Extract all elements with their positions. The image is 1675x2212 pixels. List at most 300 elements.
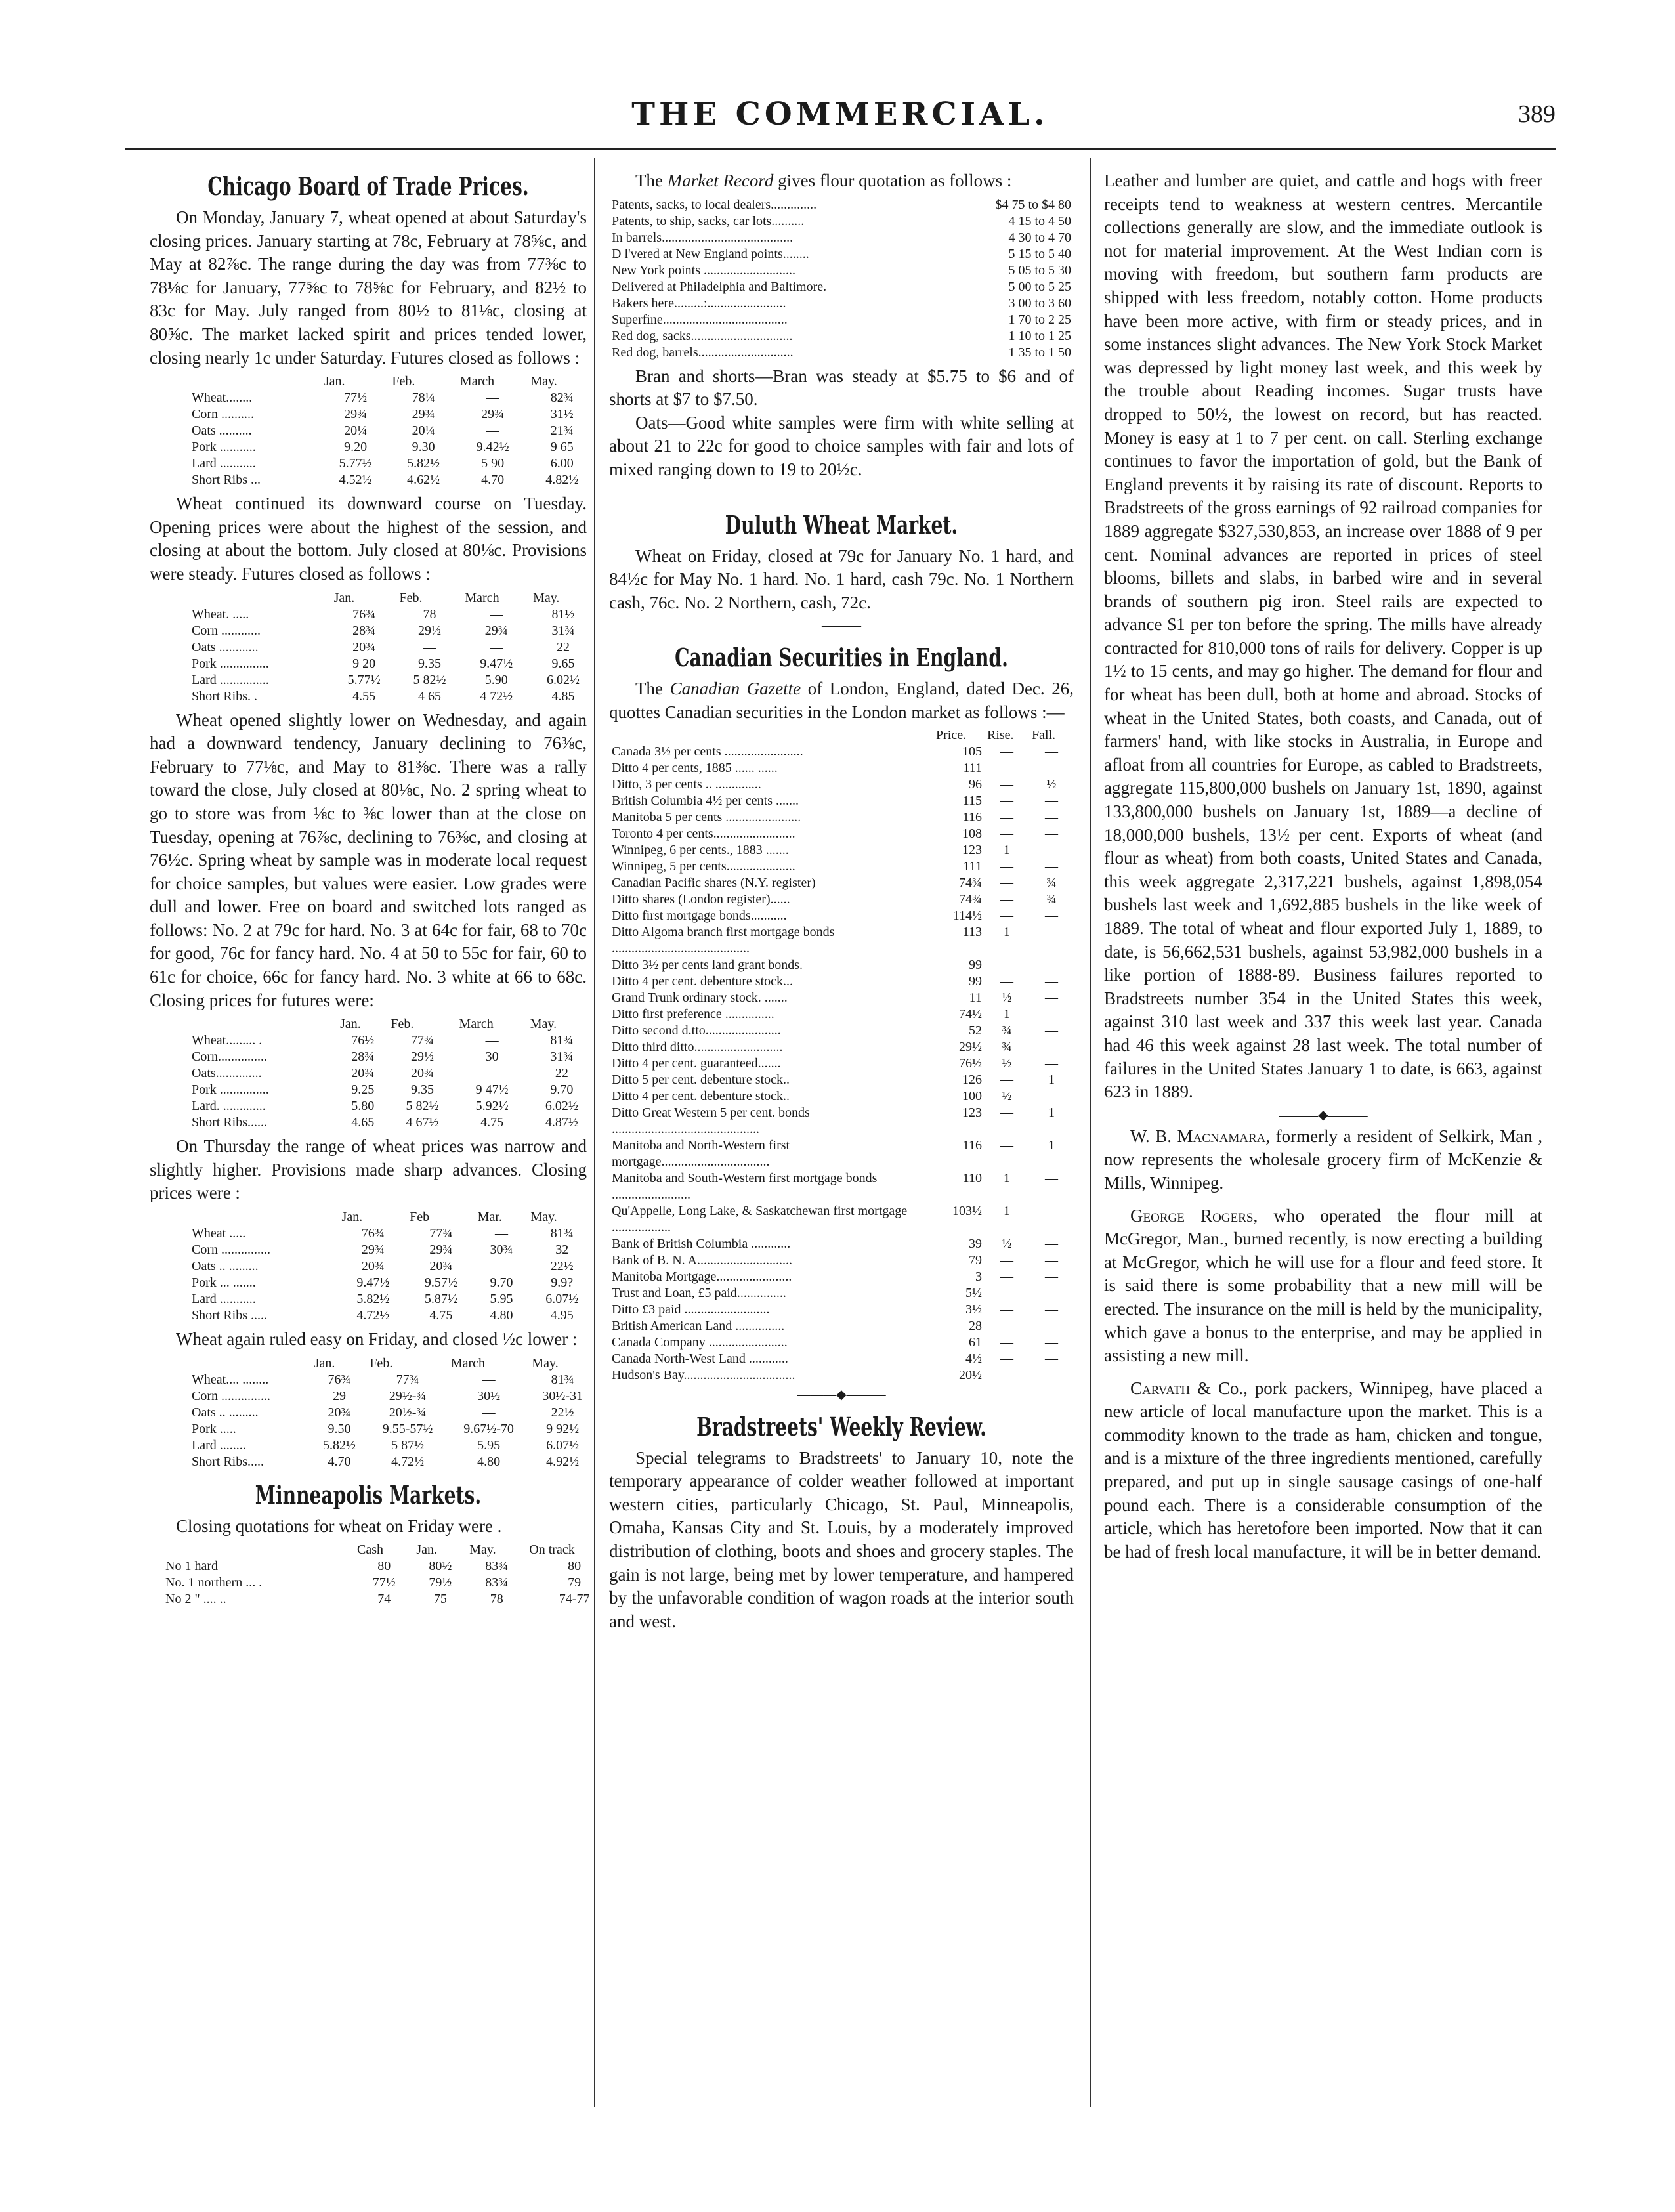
cell-value: 5.87½ [424, 1292, 457, 1307]
row-label: Oats ............ [192, 639, 259, 654]
canadian-intro: The [635, 679, 670, 699]
cell-value: 9.70 [490, 1275, 513, 1290]
futures-table-friday [189, 1355, 596, 1470]
security-price: 123 [962, 842, 982, 857]
security-name: Ditto 4 per cent. debenture stock.. [612, 1088, 790, 1103]
futures-table-wednesday [189, 1016, 596, 1131]
chicago-thursday-text: On Thursday the range of wheat prices was narrow and slightly higher. Provisions made sharp advances. Closing prices were : [150, 1136, 587, 1203]
column-rule-2 [1090, 158, 1091, 2107]
table-row [609, 1072, 1074, 1088]
carvath-text: & Co., pork packers, Winnipeg, have placed a new article of local manufacture upon the market. This is a commodity known to the trade as ham, chicken and tongue, and is a mixture of the three ingredients mentioned, carefully prepared, and put up in single sausage casings of one-half pound each. There is a considerable consumption of the article, which has heretofore been imported. Now that it can be had of fresh local manufacture, it will be in better demand. [1104, 1378, 1542, 1562]
table-row [163, 1591, 622, 1607]
column-header: Jan. [314, 1355, 335, 1371]
security-price: 113 [962, 924, 982, 939]
cell-value: 5.92½ [475, 1099, 509, 1114]
security-fall: — [1045, 744, 1058, 759]
table-header-row [189, 590, 596, 606]
market-record-italic: Market Record [667, 171, 774, 190]
cell-value: 5.82½ [323, 1437, 356, 1453]
cell-value: 29½-¾ [389, 1388, 427, 1403]
futures-table-monday [189, 373, 596, 488]
column-header: May. [530, 1210, 557, 1225]
security-rise: ½ [1002, 1236, 1012, 1251]
table-row [609, 809, 1074, 826]
table-row [189, 1082, 596, 1098]
column-header: Jan. [341, 1210, 363, 1225]
cell-value: 22½ [550, 1259, 574, 1274]
cell-value: 5 82½ [406, 1099, 439, 1114]
security-name: Bank of B. N. A............................. [612, 1252, 792, 1267]
security-name: British American Land ............... [612, 1318, 785, 1333]
table-row [189, 472, 596, 488]
table-row [189, 1275, 596, 1291]
column-header: Jan. [416, 1542, 438, 1558]
cell-value: 32 [555, 1243, 569, 1258]
cell-value: 20¾ [328, 1405, 351, 1420]
cell-value: 20¾ [429, 1259, 453, 1274]
cell-value: 77¾ [396, 1372, 419, 1387]
security-fall: ¾ [1046, 875, 1057, 890]
cell-value: 6.00 [550, 456, 574, 471]
table-header-row [189, 373, 596, 390]
row-label: Oats .. ......... [192, 1259, 259, 1274]
table-row [609, 1236, 1074, 1252]
table-row [609, 1252, 1074, 1269]
security-rise: — [1000, 908, 1013, 923]
security-price: 115 [962, 793, 982, 808]
security-rise: ½ [1002, 1088, 1012, 1103]
price-range: 5 05 to 5 30 [1008, 263, 1071, 278]
table-row [189, 1291, 596, 1308]
table-row [163, 1575, 622, 1591]
column-header: Feb. [392, 374, 415, 389]
cell-value: 74-77 [559, 1592, 590, 1607]
table-row [189, 656, 596, 672]
cell-value: — [490, 639, 503, 654]
table-row [609, 1039, 1074, 1055]
security-name: Ditto 3½ per cents land grant bonds. [612, 957, 803, 972]
cell-value: 83¾ [485, 1575, 509, 1590]
security-name: British Columbia 4½ per cents ....... [612, 793, 799, 808]
cell-value: 76¾ [328, 1372, 351, 1387]
cell-value: 9.35 [417, 656, 441, 671]
cell-value: 4.85 [551, 689, 575, 704]
row-label: Wheat. ..... [192, 606, 249, 622]
table-row [189, 1421, 596, 1437]
security-price: 39 [969, 1236, 982, 1251]
newspaper-title: THE COMMERCIAL. [631, 96, 1049, 133]
cell-value: 31¾ [550, 1050, 574, 1065]
table-row [189, 1242, 596, 1258]
separator: ——— [822, 618, 861, 633]
security-fall: — [1045, 1170, 1058, 1185]
cell-value: 20¾ [410, 1066, 434, 1081]
column-header: May. [530, 1017, 557, 1032]
security-price: 99 [969, 973, 982, 989]
cell-value: 22 [555, 1066, 568, 1081]
security-rise: — [1000, 1285, 1013, 1300]
row-label: Patents, to ship, sacks, car lots.......... [612, 213, 805, 228]
row-label: Lard ........ [192, 1437, 246, 1453]
security-price: 74¾ [959, 891, 982, 906]
cell-value: 4.75 [429, 1308, 453, 1323]
security-rise: — [1000, 1367, 1013, 1382]
table-row [189, 1388, 596, 1405]
cell-value: 74 [377, 1592, 391, 1607]
row-label: Wheat.... ........ [192, 1372, 269, 1387]
cell-value: 4.80 [490, 1308, 513, 1323]
cell-value: 9.30 [412, 440, 435, 455]
duluth-heading: Duluth Wheat Market. [725, 509, 958, 540]
table-row [609, 875, 1074, 891]
cell-value: 30½-31 [542, 1388, 583, 1403]
carvath-note [1104, 1377, 1542, 1564]
cell-value: 22½ [551, 1405, 574, 1420]
column-header: May. [530, 374, 557, 389]
row-label: Short Ribs ..... [192, 1308, 268, 1323]
column-header: May. [532, 1355, 559, 1371]
table-row [189, 1405, 596, 1421]
cell-value: 31½ [550, 407, 574, 422]
cell-value: 77½ [372, 1575, 396, 1590]
security-price: 28 [969, 1318, 982, 1333]
column-header: Jan. [333, 590, 355, 605]
security-fall: — [1045, 760, 1058, 775]
cell-value: 4.72½ [356, 1308, 390, 1323]
cell-value: 9.50 [328, 1421, 351, 1436]
security-rise: — [1000, 957, 1013, 972]
cell-value: — [486, 423, 499, 438]
security-fall: — [1045, 859, 1058, 874]
table-row [609, 1055, 1074, 1072]
table-row [609, 1138, 1074, 1170]
column-header [189, 590, 331, 606]
bradstreets-heading: Bradstreets' Weekly Review. [696, 1411, 986, 1441]
chicago-friday-text: Wheat again ruled easy on Friday, and closed ½c lower : [176, 1329, 578, 1350]
row-label: Corn............... [192, 1050, 267, 1065]
cell-value: 29¾ [484, 623, 508, 638]
cell-value: 5.95 [477, 1437, 501, 1453]
cell-value: 9 47½ [475, 1082, 509, 1097]
table-row [609, 908, 1074, 924]
security-fall: 1 [1048, 1072, 1055, 1087]
cell-value: 4 72½ [480, 689, 513, 704]
cell-value: 5 82½ [413, 672, 446, 687]
security-rise: 1 [1004, 1006, 1010, 1021]
security-rise: — [1000, 1072, 1013, 1087]
row-label: Corn .......... [192, 407, 254, 422]
canadian-securities-text [609, 677, 1074, 724]
cell-value: 5 87½ [391, 1437, 425, 1453]
column-header: Rise. [987, 727, 1014, 742]
table-row [609, 295, 1074, 312]
security-name: Ditto 4 per cents, 1885 ...... ...... [612, 760, 778, 775]
column-header: March [450, 1355, 486, 1371]
cell-value: 79½ [429, 1575, 452, 1590]
security-price: 74½ [959, 1006, 982, 1021]
row-label: Pork ... ....... [192, 1275, 256, 1290]
row-label: Lard ............... [192, 672, 269, 687]
minneapolis-heading: Minneapolis Markets. [255, 1479, 482, 1510]
column-header [189, 373, 322, 390]
table-row [609, 263, 1074, 279]
security-rise: — [1000, 1252, 1013, 1267]
bran-text: Bran and shorts—Bran was steady at $5.75 to $6 and of shorts at $7 to $7.50. [609, 366, 1074, 410]
cell-value: 4.55 [352, 689, 376, 704]
table-row [189, 439, 596, 456]
table-row [609, 1367, 1074, 1384]
cell-value: 77¾ [410, 1033, 434, 1048]
separator: ——— [822, 485, 861, 500]
cell-value: 6.02½ [545, 1099, 578, 1114]
security-rise: — [1000, 809, 1013, 824]
security-name: Ditto Algoma branch first mortgage bonds .......................................... [612, 924, 835, 956]
security-price: 116 [962, 809, 982, 824]
cell-value: 28¾ [352, 623, 376, 638]
cell-value: 30¾ [490, 1243, 513, 1258]
cell-value: 29¾ [481, 407, 505, 422]
table-row [609, 1105, 1074, 1138]
table-row [189, 390, 596, 406]
carvath-name: Carvath [1130, 1378, 1191, 1398]
security-price: 105 [962, 744, 982, 759]
cell-value: 6.07½ [545, 1292, 579, 1307]
security-name: Ditto shares (London register)...... [612, 891, 790, 906]
column-header [189, 1209, 339, 1225]
cell-value: 4.92½ [546, 1454, 580, 1469]
row-label: Short Ribs. . [192, 689, 258, 704]
security-name: Grand Trunk ordinary stock. ....... [612, 990, 788, 1005]
security-price: 3½ [965, 1302, 982, 1317]
cell-value: 20½-¾ [389, 1405, 427, 1420]
cell-value: 9.47½ [356, 1275, 390, 1290]
cell-value: — [485, 1066, 499, 1081]
minneapolis-table [163, 1542, 622, 1607]
security-fall: — [1045, 1302, 1058, 1317]
row-label: Bakers here.........:........................ [612, 295, 786, 310]
security-price: 96 [969, 776, 982, 792]
table-row [609, 1334, 1074, 1351]
cell-value: 4.75 [480, 1115, 504, 1130]
cell-value: 21¾ [550, 423, 574, 438]
macnamara-name: W. B. Macnamara, [1130, 1126, 1271, 1146]
table-row [609, 1351, 1074, 1367]
cell-value: 28¾ [351, 1050, 375, 1065]
security-name: Trust and Loan, £5 paid............... [612, 1285, 786, 1300]
table-row [189, 1065, 596, 1082]
table-row [609, 345, 1074, 361]
row-label: Oats .. ......... [192, 1405, 259, 1420]
cell-value: 4 67½ [406, 1115, 439, 1130]
cell-value: — [423, 639, 436, 654]
table-row [609, 793, 1074, 809]
security-name: Toronto 4 per cents......................... [612, 826, 795, 841]
column-header: Feb. [370, 1355, 393, 1371]
security-fall: — [1045, 809, 1058, 824]
security-rise: — [1000, 1318, 1013, 1333]
security-name: Winnipeg, 6 per cents., 1883 ....... [612, 842, 789, 857]
cell-value: 80½ [429, 1559, 452, 1574]
table-row [609, 1269, 1074, 1285]
futures-table-tuesday [189, 590, 596, 705]
security-rise: — [1000, 776, 1013, 792]
chicago-heading: Chicago Board of Trade Prices. [207, 171, 529, 201]
cell-value: 78¼ [412, 391, 435, 406]
duluth-text: Wheat on Friday, closed at 79c for January No. 1 hard, and 84½c for May No. 1 hard. No. 1 hard, cash 79c. No. 1 Northern cash, 76c. No. 2 Northern, cash, 72c. [609, 545, 1074, 612]
cell-value: 4.72½ [391, 1454, 425, 1469]
table-row [609, 973, 1074, 990]
cell-value: 22 [557, 639, 570, 654]
cell-value: 5.90 [484, 672, 508, 687]
cell-value: 29 [333, 1388, 347, 1403]
cell-value: 76¾ [361, 1226, 385, 1241]
table-row [609, 776, 1074, 793]
security-name: Ditto, 3 per cents .. .............. [612, 776, 761, 792]
security-fall: — [1045, 973, 1058, 989]
column-header [189, 1355, 312, 1372]
security-fall: 1 [1048, 1138, 1055, 1153]
cell-value: 5.82½ [407, 456, 440, 471]
cell-value: 30 [485, 1050, 499, 1065]
row-label: Superfine...................................... [612, 312, 788, 327]
cell-value: 20¼ [344, 423, 368, 438]
table-row [189, 672, 596, 689]
macnamara-note [1104, 1125, 1542, 1195]
row-label: Pork ........... [192, 440, 256, 455]
cell-value: 83¾ [485, 1559, 509, 1574]
security-fall: — [1045, 1367, 1058, 1382]
security-rise: — [1000, 760, 1013, 775]
cell-value: 80 [568, 1559, 582, 1574]
cell-value: 5.80 [351, 1099, 375, 1114]
cell-value: 78 [490, 1592, 503, 1607]
chicago-monday-text: On Monday, January 7, wheat opened at about Saturday's closing prices. January starting at 78c, February at 78⅝c, and May at 82⅞c. The range during the day was from 77⅜c to 78⅛c for January, 77⅝c to 78⅝c for February, and 82½ to 83c for May. July ranged from 80½ to 81⅛c, closing at 80⅝c. The market lacked spirit and prices tended lower, closing nearly 1c under Saturday. Futures closed as follows : [150, 207, 587, 368]
table-header-row [163, 1542, 622, 1558]
security-fall: — [1045, 1285, 1058, 1300]
security-fall: ½ [1046, 776, 1057, 792]
column-header: Feb. [399, 590, 423, 605]
security-rise: — [1000, 826, 1013, 841]
security-name: Canadian Pacific shares (N.Y. register) [612, 875, 816, 890]
oats-text: Oats—Good white samples were firm with white selling at about 21 to 22c for good to choice samples with fair and lots of mixed ranging down to 19 to 20½c. [609, 412, 1074, 479]
security-fall: — [1045, 842, 1058, 857]
cell-value: 4.70 [328, 1454, 351, 1469]
cell-value: 9.9? [551, 1275, 574, 1290]
price-range: 1 70 to 2 25 [1008, 312, 1071, 327]
table-row [189, 1258, 596, 1275]
cell-value: 29¾ [412, 407, 435, 422]
row-label: Oats.............. [192, 1066, 262, 1081]
security-fall: 1 [1048, 1105, 1055, 1120]
column-2 [609, 160, 1074, 1633]
cell-value: 9 20 [352, 656, 376, 671]
table-row [189, 1372, 596, 1388]
price-range: 1 10 to 1 25 [1008, 328, 1071, 343]
column-header: March [465, 590, 499, 605]
security-name: Manitoba and North-Western first mortgage................................. [612, 1138, 790, 1169]
table-row [189, 1454, 596, 1470]
cell-value: 6.02½ [547, 672, 580, 687]
cell-value: 4.87½ [545, 1115, 578, 1130]
security-rise: — [1000, 875, 1013, 890]
row-label: Lard. ............. [192, 1099, 266, 1114]
column-header [189, 1016, 337, 1032]
ornament-separator: ———◆——— [1279, 1107, 1368, 1122]
security-price: 11 [969, 990, 982, 1005]
table-row [609, 279, 1074, 295]
cell-value: 20¾ [351, 1066, 375, 1081]
cell-value: — [490, 606, 503, 622]
table-row [609, 924, 1074, 957]
security-name: Ditto 5 per cent. debenture stock.. [612, 1072, 790, 1087]
column-header: March [459, 1017, 494, 1032]
table-row [609, 1006, 1074, 1023]
security-price: 52 [969, 1023, 982, 1038]
cell-value: 78 [423, 606, 436, 622]
security-price: 126 [962, 1072, 982, 1087]
table-header-row [189, 1016, 596, 1032]
table-header-row [189, 1209, 596, 1225]
row-label: Pork ............... [192, 656, 269, 671]
rogers-note [1104, 1204, 1542, 1368]
security-fall: — [1045, 1006, 1058, 1021]
security-fall: — [1045, 826, 1058, 841]
cell-value: 5.82½ [356, 1292, 390, 1307]
table-row [189, 406, 596, 423]
cell-value: 29½ [417, 623, 441, 638]
cell-value: 20¼ [412, 423, 435, 438]
cell-value: 76½ [351, 1033, 375, 1048]
security-price: 114½ [952, 908, 982, 923]
security-price: 5½ [965, 1285, 982, 1300]
security-fall: — [1045, 1088, 1058, 1103]
price-range: 4 15 to 4 50 [1008, 213, 1071, 228]
cell-value: 79 [568, 1575, 582, 1590]
security-rise: 1 [1004, 1170, 1010, 1185]
security-rise: — [1000, 1334, 1013, 1350]
minneapolis-text: Closing quotations for wheat on Friday were . [176, 1516, 502, 1536]
table-row [609, 760, 1074, 776]
security-price: 4½ [965, 1351, 982, 1366]
column-header: Fall. [1032, 727, 1056, 742]
market-record-rest: gives flour quotation as follows : [773, 171, 1012, 190]
row-label: Red dog, sacks............................... [612, 328, 793, 343]
security-rise: — [1000, 859, 1013, 874]
row-label: No 1 hard [165, 1559, 218, 1574]
price-range: 1 35 to 1 50 [1008, 345, 1071, 360]
table-row [609, 1318, 1074, 1334]
cell-value: — [495, 1259, 509, 1274]
security-name: Bank of British Columbia ............ [612, 1236, 791, 1251]
cell-value: 6.07½ [546, 1437, 580, 1453]
security-name: Winnipeg, 5 per cents..................... [612, 859, 795, 874]
table-row [609, 213, 1074, 230]
security-price: 111 [963, 859, 982, 874]
masthead [125, 92, 1556, 142]
security-rise: ½ [1002, 990, 1012, 1005]
table-row [189, 1032, 596, 1049]
security-rise: — [1000, 1302, 1013, 1317]
security-name: Ditto third ditto........................... [612, 1039, 783, 1054]
table-row [609, 826, 1074, 842]
cell-value: 5 90 [481, 456, 505, 471]
security-name: Manitoba and South-Western first mortgage bonds ........................ [612, 1170, 878, 1202]
security-fall: — [1045, 1023, 1058, 1038]
table-row [609, 230, 1074, 246]
cell-value: — [495, 1226, 509, 1241]
security-fall: — [1045, 1236, 1058, 1251]
security-name: Manitoba Mortgage....................... [612, 1269, 792, 1284]
